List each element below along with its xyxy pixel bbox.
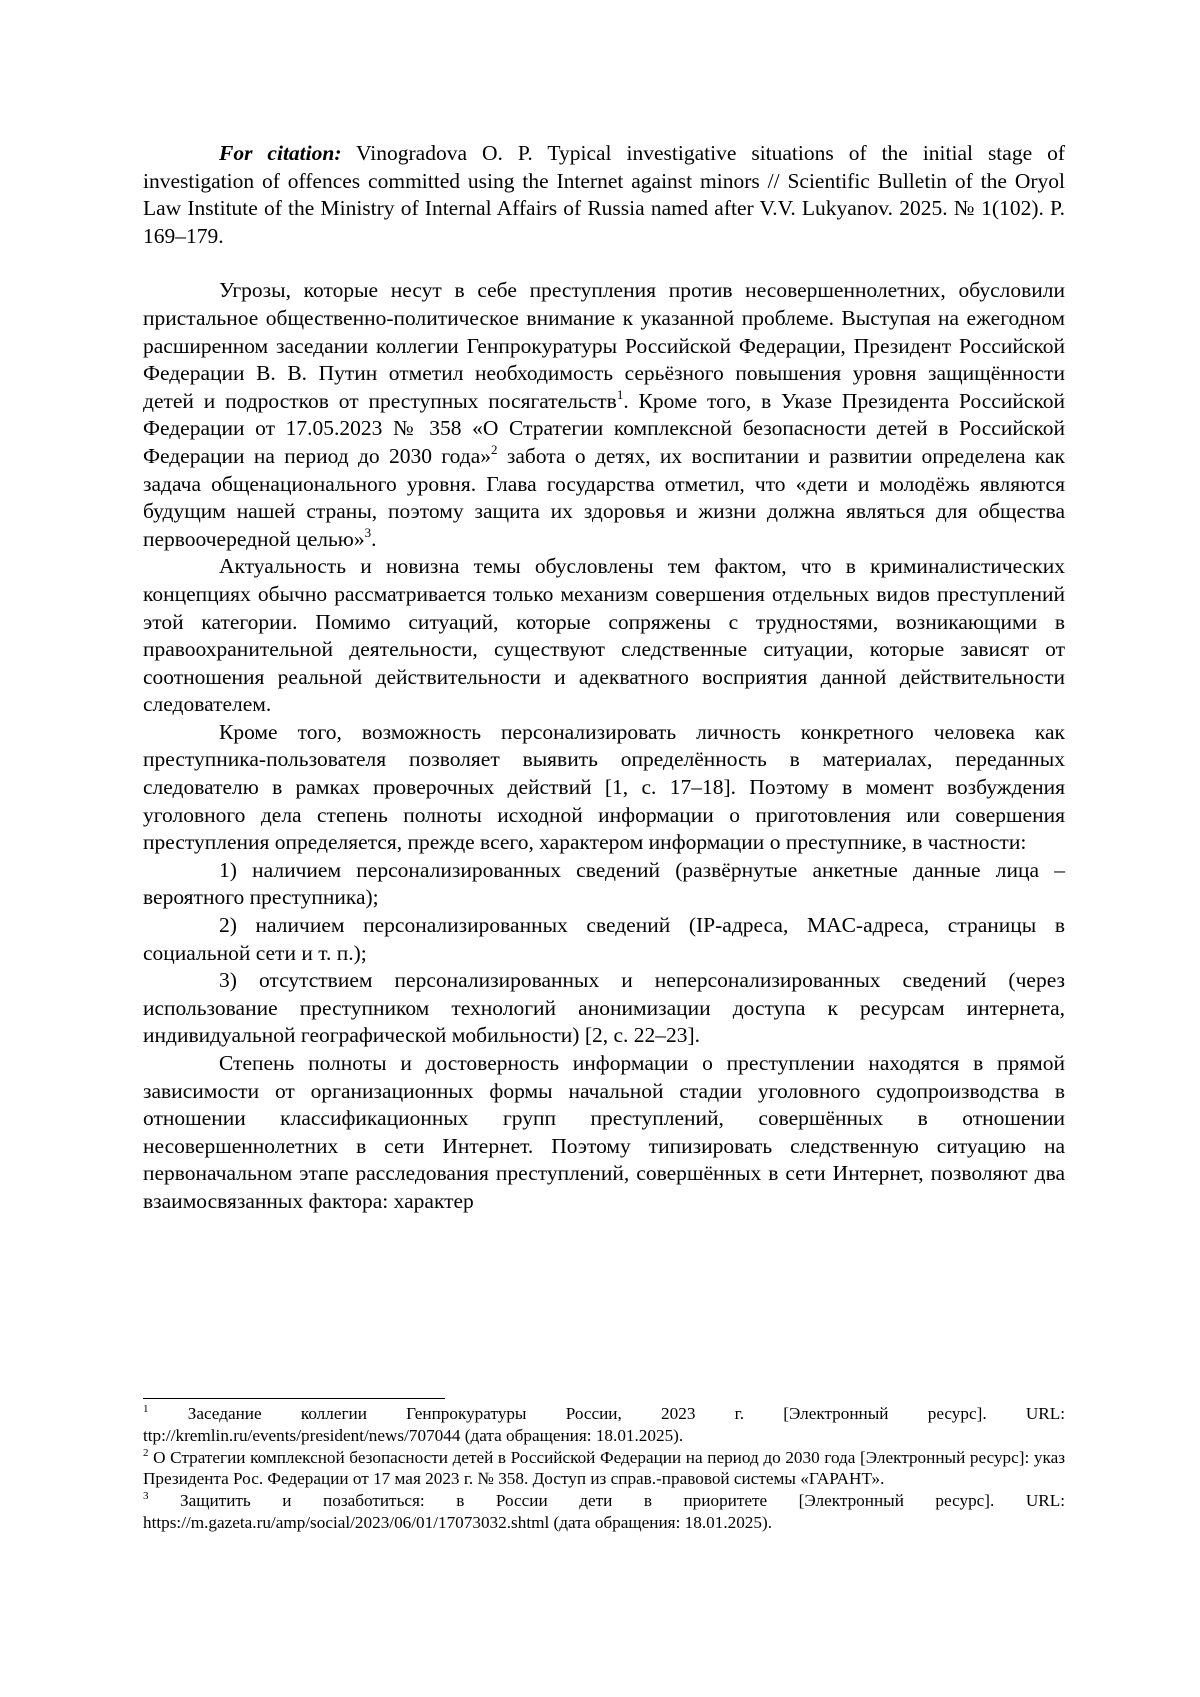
list-item-3: 3) отсутствием персонализированных и неперсонализированных сведений (через использование преступником технологий анонимизации доступа к ресурсам интернета, индивидуальной географической мобильности) [2, с. 22–23]. <box>143 968 1065 1048</box>
paragraph-2: Актуальность и новизна темы обусловлены тем фактом, что в криминалистических концепциях обычно рассматривается только механизм совершения отдельных видов преступлений этой категории. Помимо ситуаций, которые сопряжены с трудностями, возникающими в правоохранительной деятельности, существуют следственные ситуации, которые зависят от соотношения реальной действительности и адекватного восприятия данной действительности следователем. <box>143 554 1065 717</box>
footnotes <box>143 1403 1065 1534</box>
citation-text: Vinogradova O. P. Typical investigative situations of the initial stage of investigation of offences committed using the Internet against minors // Scientific Bulletin of the Oryol Law Institute of the Ministry of Internal Affairs of Russia named after V.V. Lukyanov. 2025. № 1(102). P. 169–179. <box>143 141 1065 248</box>
page-body <box>143 140 1065 1216</box>
paragraph-3: Кроме того, возможность персонализировать личность конкретного человека как преступника-пользователя позволяет выявить определённость в материалах, переданных следователю в рамках проверочных действий [1, с. 17–18]. Поэтому в момент возбуждения уголовного дела степень полноты исходной информации о приготовления или совершения преступления определяется, прежде всего, характером информации о преступнике, в частности: <box>143 719 1065 855</box>
paragraph-1-text-d: . <box>371 526 377 551</box>
citation-paragraph <box>143 140 1065 250</box>
citation-label: For citation: <box>219 141 342 165</box>
list-item-1: 1) наличием персонализированных сведений (развёрнутые анкетные данные лица – вероятного преступника); <box>143 857 1065 910</box>
footnote-number-1: 1 <box>143 1403 149 1415</box>
footnote-ref-1[interactable]: 1 <box>616 386 624 402</box>
footnote-separator <box>143 1398 445 1399</box>
paragraph-4: Степень полноты и достоверность информации о преступлении находятся в прямой зависимости от организационных формы начальной стадии уголовного судопроизводства в отношении классификационных групп преступлений, совершённых в отношении несовершеннолетних в сети Интернет. Поэтому типизировать следственную ситуацию на первоначальном этапе расследования преступлений, совершённых в сети Интернет, позволяют два взаимосвязанных фактора: характер <box>143 1051 1065 1213</box>
footnote-1 <box>143 1403 1065 1447</box>
paragraph-1 <box>143 277 1065 553</box>
footnote-2 <box>143 1447 1065 1491</box>
footnote-3-text: Защитить и позаботиться: в России дети в приоритете [Электронный ресурс]. URL: https://m.gazeta.ru/amp/social/2023/06/01/17073032.shtml (дата обращения: 18.01.2025). <box>143 1491 1065 1532</box>
footnote-1-text: Заседание коллегии Генпрокуратуры России, 2023 г. [Электронный ресурс]. URL: ttp://kremlin.ru/events/president/news/707044 (дата обращения: 18.01.2025). <box>143 1404 1065 1445</box>
paragraph-1-text-c: забота о детях, их воспитании и развитии определена как задача общенационального уровня. Глава государства отметил, что «дети и молодёжь являются будущим нашей страны, поэтому защита их здоровья и жизни должна являться для общества первоочередной целью» <box>143 443 1065 551</box>
footnote-3 <box>143 1490 1065 1534</box>
paragraph-1-text-b: . Кроме того, в Указе Президента Российской Федерации от 17.05.2023 № 358 «О Стратегии комплексной безопасности детей в Российской Федерации на период до 2030 года» <box>143 388 1065 468</box>
footnote-number-2: 2 <box>143 1446 149 1459</box>
list-item-2: 2) наличием персонализированных сведений (IP-адреса, MAC-адреса, страницы в социальной сети и т. п.); <box>143 913 1065 965</box>
paragraph-1-text-a: Угрозы, которые несут в себе преступления против несовершеннолетних, обусловили пристальное общественно-политическое внимание к указанной проблеме. Выступая на ежегодном расширенном заседании коллегии Генпрокуратуры Российской Федерации, Президент Российской Федерации В. В. Путин отметил необходимость серьёзного повышения уровня защищённости детей и подростков от преступных посягательств <box>143 278 1065 413</box>
footnote-ref-3[interactable]: 3 <box>364 524 372 540</box>
footnote-number-3: 3 <box>143 1490 149 1503</box>
footnote-2-text: О Стратегии комплексной безопасности детей в Российской Федерации на период до 2030 года [Электронный ресурс]: указ Президента Рос. Федерации от 17 мая 2023 г. № 358. Доступ из справ.-правовой системы «ГАРАНТ». <box>143 1447 1065 1489</box>
footnote-ref-2[interactable]: 2 <box>491 441 498 457</box>
